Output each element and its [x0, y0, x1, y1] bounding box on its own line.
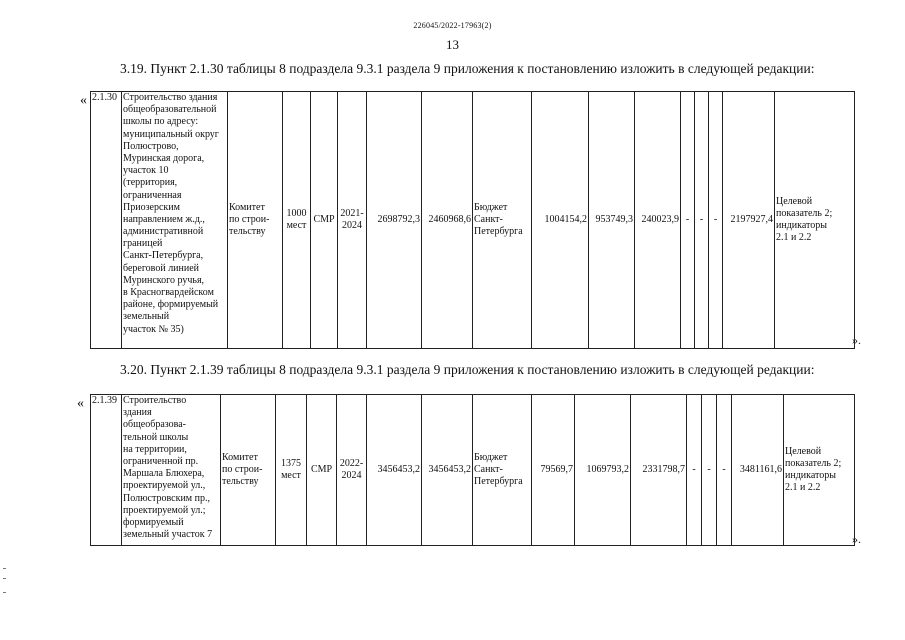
cell-object: Строительство здания общеобразовательной школы по адресу: муниципальный округ Полюстрово, Муринская дорога, участок 10 (территория, ограниченная Приозерским направлением ж.д., административной границей Санкт-Петербурга, береговой линией Муринского ручья, в Красногвардейском районе, формируемый земельный участок № 35) [122, 92, 228, 349]
cell-year-3: 240023,9 [635, 92, 681, 349]
cell-year-1: 1004154,2 [532, 92, 589, 349]
cell-period: 2021- 2024 [338, 92, 367, 349]
cell-customer: Комитет по строи- тельству [221, 395, 276, 546]
cell-year-4: - [687, 395, 702, 546]
cell-code: 2.1.30 [91, 92, 122, 349]
cell-object: Строительство здания общеобразова- тельной школы на территории, ограниченной пр. Маршала Блюхера, проектируемой ул., Полюстровским пр., проектируемой ул.; формируемый земельный участок 7 [122, 395, 221, 546]
cell-indicator: Целевой показатель 2; индикаторы 2.1 и 2.2 [784, 395, 855, 546]
cell-year-3: 2331798,7 [631, 395, 687, 546]
scan-mark [3, 578, 6, 579]
cell-financing: 3456453,2 [422, 395, 473, 546]
cell-sum: 3481161,6 [732, 395, 784, 546]
document-id: 226045/2022-17963(2) [413, 21, 492, 30]
open-quote-2: « [77, 396, 84, 411]
cell-capacity: 1000 мест [283, 92, 311, 349]
cell-year-5: - [702, 395, 717, 546]
cell-year-6: - [717, 395, 732, 546]
cell-capacity: 1375 мест [276, 395, 307, 546]
section-paragraph-2: 3.20. Пункт 2.1.39 таблицы 8 подраздела 9.3.1 раздела 9 приложения к постановлению изложить в следующей редакции: [120, 362, 815, 377]
cell-source: Бюджет Санкт- Петербурга [473, 395, 532, 546]
table-row [91, 395, 855, 546]
program-table-2 [90, 394, 855, 546]
section-paragraph-1: 3.19. Пункт 2.1.30 таблицы 8 подраздела 9.3.1 раздела 9 приложения к постановлению изложить в следующей редакции: [120, 61, 815, 76]
close-quote-2: ». [852, 532, 861, 546]
cell-customer: Комитет по строи- тельству [228, 92, 283, 349]
cell-sum: 2197927,4 [723, 92, 775, 349]
program-table-1 [90, 91, 855, 349]
cell-year-2: 1069793,2 [575, 395, 631, 546]
cell-indicator: Целевой показатель 2; индикаторы 2.1 и 2.2 [775, 92, 855, 349]
cell-year-6: - [709, 92, 723, 349]
close-quote-1: ». [852, 333, 861, 347]
cell-total-cost: 2698792,3 [367, 92, 422, 349]
cell-source: Бюджет Санкт- Петербурга [473, 92, 532, 349]
scan-mark [3, 592, 6, 593]
cell-total-cost: 3456453,2 [367, 395, 422, 546]
page-number: 13 [446, 37, 459, 52]
cell-year-2: 953749,3 [589, 92, 635, 349]
table-row [91, 92, 855, 349]
cell-year-4: - [681, 92, 695, 349]
cell-period: 2022- 2024 [337, 395, 367, 546]
cell-works: СМР [307, 395, 337, 546]
scan-mark [3, 568, 6, 569]
cell-year-1: 79569,7 [532, 395, 575, 546]
cell-code: 2.1.39 [91, 395, 122, 546]
cell-year-5: - [695, 92, 709, 349]
open-quote-1: « [80, 93, 87, 108]
cell-financing: 2460968,6 [422, 92, 473, 349]
cell-works: СМР [311, 92, 338, 349]
